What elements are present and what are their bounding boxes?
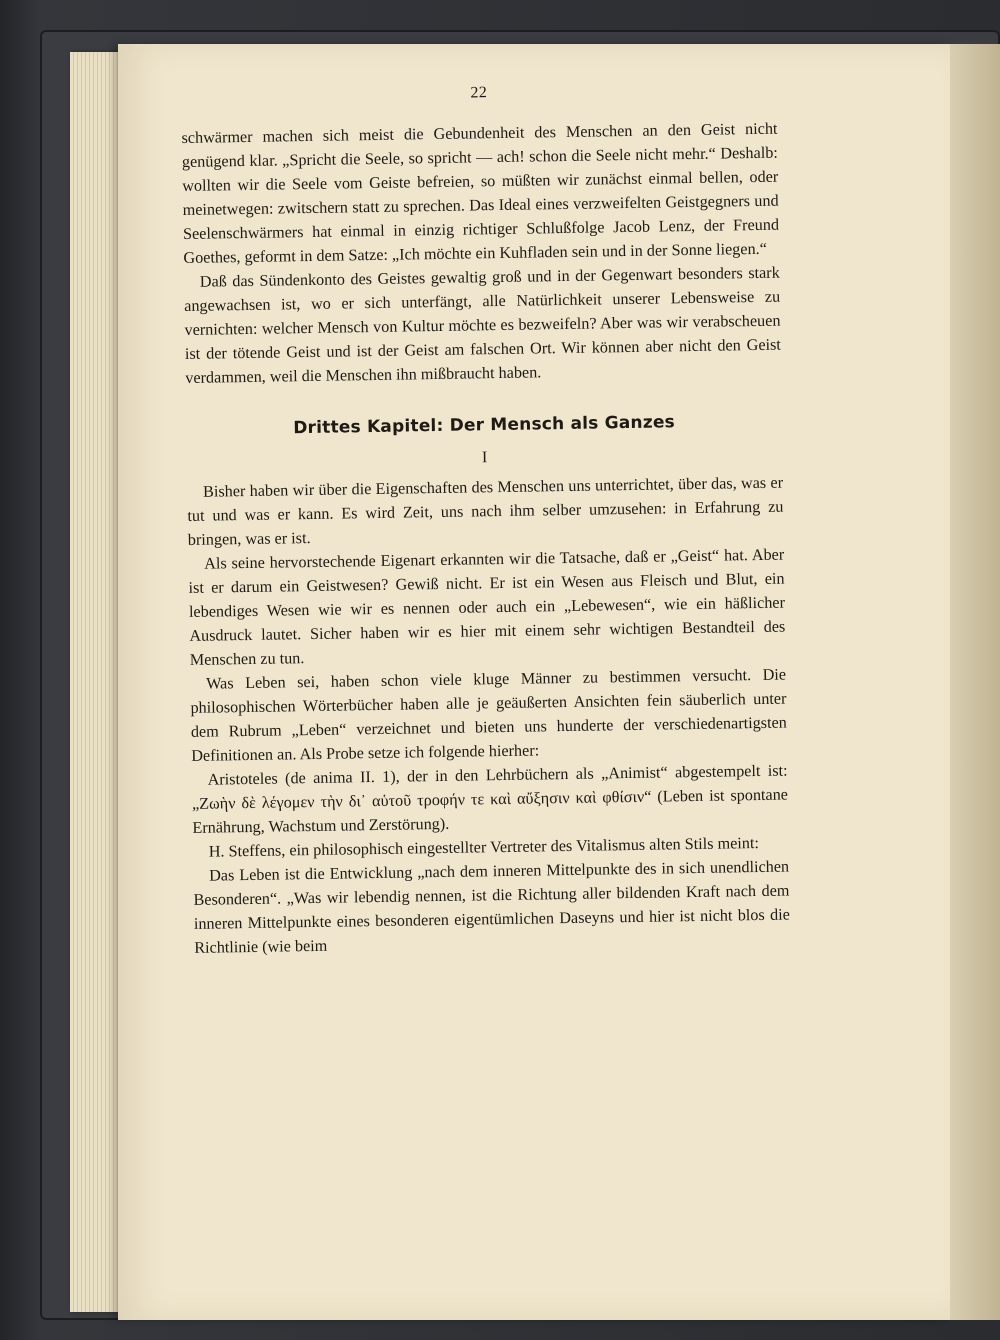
paragraph: schwärmer machen sich meist die Gebundenheit des Menschen an den Geist nicht genügend klar. „Spricht die Seele, so spricht — ach! schon die Seele nicht mehr.“ Deshalb: wollten wir die Seele vom Geiste befreien, so müßten wir zunächst einmal bellen, oder meinetwegen: zwitschern statt zu sprechen. Das Ideal eines verzweifelten Geistgegners und Seelenschwärmers hat einmal in einzig richtiger Schlußfolge Jacob Lenz, der Freund Goethes, geformt in dem Satze: „Ich möchte ein Kuhfladen sein und in der Sonne liegen.“ bbox=[181, 119, 780, 267]
paragraph: Aristoteles (de anima II. 1), der in den Lehrbüchern als „Animist“ abgestempelt ist: „Ζωὴν δὲ λέγομεν τὴν δι᾽ αὑτοῦ τροφήν τε καὶ αὔξησιν καὶ φθίσιν“ (Leben ist spontane Ernährung, Wachstum und Zerstörung). bbox=[191, 761, 789, 837]
facing-page-edge bbox=[950, 44, 1000, 1320]
chapter-heading: Drittes Kapitel: Der Mensch als Ganzes bbox=[293, 412, 676, 439]
paragraph: H. Steffens, ein philosophisch eingestellter Vertreter des Vitalismus alten Stils meint: bbox=[208, 834, 760, 861]
paragraph: Daß das Sündenkonto des Geistes gewaltig groß und in der Gegenwart besonders stark angewachsen ist, wo er sich unterfängt, alle Natürlichkeit unserer Lebensweise zu vernichten: welcher Mensch von Kultur möchte es bezweifeln? Aber was wir verabscheuen ist der tötende Geist und ist der Geist am falschen Ort. Wir können aber nicht den Geist verdammen, weil die Menschen ihn mißbraucht haben. bbox=[184, 263, 781, 387]
page-number: 22 bbox=[470, 84, 488, 102]
paragraph: Was Leben sei, haben schon viele kluge Männer zu bestimmen versucht. Die philosophischen Wörterbücher haben alle je geäußerten Ansichten fein säuberlich unter dem Rubrum „Leben“ verzeichnet und bieten uns hunderte der verschiedenartigsten Definitionen an. Als Probe setze ich folgende hierher: bbox=[190, 665, 787, 765]
paragraph: Das Leben ist die Entwicklung „nach dem inneren Mittelpunkte des in sich unendlichen Besonderen“. „Was wir lebendig nennen, ist die Richtung aller bildenden Kraft nach dem inneren Mittelpunkte eines besonderen eigentümlichen Daseyns und hier ist nicht blos die Richtlinie (wie beim bbox=[193, 857, 790, 957]
section-number: I bbox=[481, 448, 488, 467]
paragraph: Als seine hervorstechende Eigenart erkannten wir die Tatsache, daß er „Geist“ hat. Aber ist er darum ein Geistwesen? Gewiß nicht. Er ist ein Wesen aus Fleisch und Blut, ein lebendiges Wesen wie wir es nennen oder auch ein „Lebewesen“, wie ein häßlicher Ausdruck lautet. Sicher haben wir es hier mit einem sehr wichtigen Bestandteil des Menschen zu tun. bbox=[188, 545, 786, 669]
page-text bbox=[180, 31, 790, 960]
paragraph: Bisher haben wir über die Eigenschaften des Menschen uns unterrichtet, über das, was er tut und was er kann. Es wird Zeit, uns nach ihm selber umzusehen: in Erfahrung zu bringen, was er ist. bbox=[187, 473, 784, 549]
